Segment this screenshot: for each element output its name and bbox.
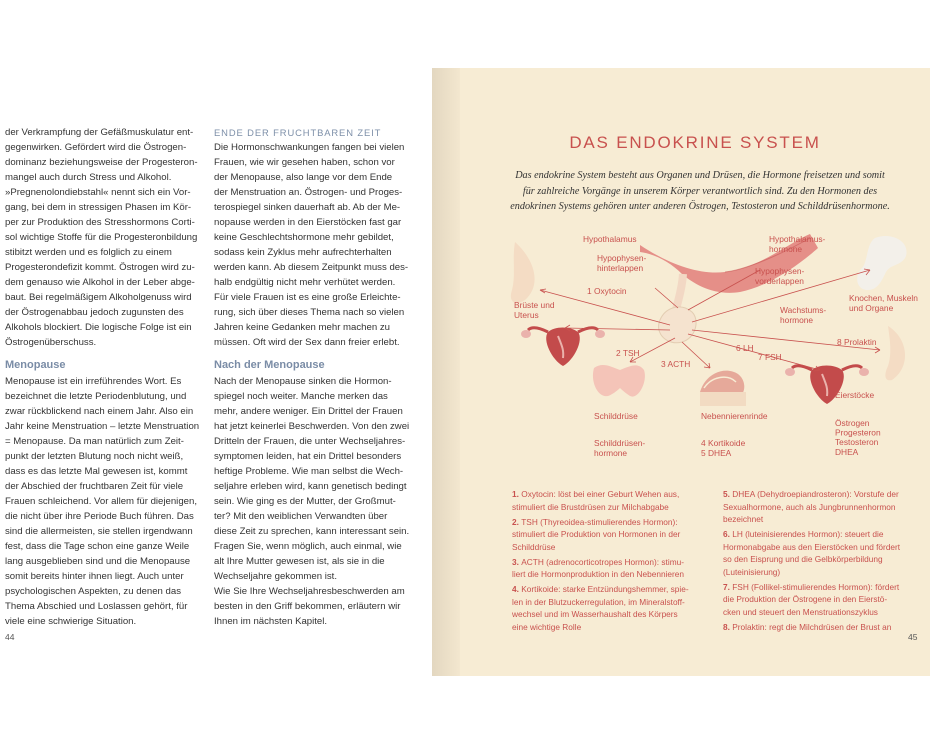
text-line: der Östrogenabbau jedoch zugunsten des (5, 307, 184, 318)
text-line: Frauen, wie wir gesehen haben, schon vor (214, 157, 395, 168)
legend-line: so den Eisprung und die Gelbkörperbildung (723, 554, 883, 564)
text-line: Das endokrine System besteht aus Organen und Drüsen, die Hormone freisetzen und somit (515, 170, 885, 181)
text-line: werden kann. Ab diesem Zeitpunkt muss des- (214, 262, 409, 273)
label-eierstock-hormone (835, 418, 881, 457)
text-line: = Menopause. Da man natürlich zum Zeit- (5, 436, 184, 447)
text-line: nopause werden in den Eierstöcken fast gar (214, 217, 402, 228)
legend-line: eine wichtige Rolle (512, 621, 582, 632)
col1-paragraph-2 (5, 374, 210, 629)
text-line: baut. Bei regelmäßigem Alkoholgenuss wird (5, 292, 192, 303)
label-prolaktin: 8 Prolaktin (837, 337, 877, 347)
label-line: Schilddrüsen- (594, 438, 646, 448)
heading-ende-der-fruchtbaren-zeit: ENDE DER FRUCHTBAREN ZEIT (214, 127, 382, 138)
label-eierstoecke: Eierstöcke (835, 390, 875, 400)
label-wachstumshormone (780, 305, 826, 325)
legend-line: wechsel und im Wasserhaushalt des Körpers (512, 609, 678, 619)
col2-paragraph-1 (214, 140, 419, 350)
label-oxytocin: 1 Oxytocin (587, 286, 627, 296)
legend-line: len in der Blutzuckerregulation, im Mineralstoff- (512, 596, 685, 607)
label-hypothalamus: Hypothalamus (583, 234, 637, 244)
text-line: sodass kein Zyklus mehr aufrechterhalten (214, 247, 392, 258)
legend-line: Oxytocin: löst bei einer Geburt Wehen aus, (521, 489, 680, 499)
text-line: Thema Abschied und Loslassen gehört, für (5, 601, 188, 612)
text-line: fest, dass die Tage schon eine ganze Weile (5, 541, 190, 552)
legend-line: stimuliert die Brustdrüsen zur Milchabgabe (512, 501, 669, 512)
text-line: keine Geschlechtshormone mehr gebildet, (214, 232, 394, 243)
text-line: Wie Sie Ihre Wechseljahresbeschwerden am (214, 586, 405, 597)
text-line: der Verkrampfung der Gefäßmuskulatur ent- (5, 127, 194, 138)
legend-line: liert die Hormonproduktion in den Nebennieren (512, 569, 685, 579)
left-column (5, 125, 210, 629)
label-nebennierenrinde: Nebennierenrinde (701, 411, 768, 421)
text-line: ter? Mit den weiblichen Verwandten über (214, 511, 388, 522)
heading-nach-der-menopause: Nach der Menopause (214, 359, 325, 371)
endocrine-diagram (470, 230, 920, 470)
text-line: heftige Probleme. Wie man selbst die Wech- (214, 466, 404, 477)
label-dhea: 5 DHEA (701, 448, 732, 458)
label-brueste-uterus (514, 300, 555, 320)
col1-paragraph-1 (5, 125, 210, 350)
label-tsh: 2 TSH (616, 348, 640, 358)
text-line: der Abschied der fruchtbaren Zeit für viele (5, 481, 184, 492)
legend-number: 2. (512, 516, 522, 527)
legend-line: stimuliert die Produktion von Hormonen in der (512, 529, 681, 539)
legend-right (723, 488, 923, 636)
legend-line: LH (luteinisierendes Hormon): steuert die (732, 529, 884, 539)
text-line: seljahre erleben wird, kann genetisch bedingt (214, 481, 407, 492)
legend-number: 1. (512, 489, 522, 499)
label-line: Knochen, Muskeln (849, 293, 918, 303)
label-schilddruese: Schilddrüse (594, 411, 638, 421)
text-line: psychologischen Aspekten, zu denen das (5, 586, 182, 597)
text-line: Progesterondefizit kommt. Östrogen wird zu- (5, 262, 195, 273)
text-line: mangel auch durch Stress und Alkohol. (5, 172, 172, 183)
page-title: DAS ENDOKRINE SYSTEM (569, 133, 821, 152)
label-hypothalamus-hormone (769, 234, 826, 254)
text-line: rung, sich über dieses Thema nach so vielen (214, 307, 405, 318)
thyroid-illustration (593, 365, 645, 397)
bone-illustration (857, 236, 906, 290)
label-kortikoide: 4 Kortikoide (701, 438, 746, 448)
text-line: dass es das letzte Mal gewesen ist, kommt (5, 466, 188, 477)
text-line: lang ausgeblieben sind und die Menopause (5, 556, 191, 567)
heading-menopause: Menopause (5, 359, 66, 371)
label-line: hormone (594, 448, 628, 458)
text-line: zwar rückblickend nach einem Jahr. Also ein (5, 406, 194, 417)
text-line: Alkohols blockiert. Die logische Folge ist ein (5, 322, 192, 333)
page-number-right: 45 (908, 632, 918, 642)
label-line: Hypothalamus- (769, 234, 826, 244)
text-line: alt Ihre Mutter gewesen ist, als sie in die (214, 556, 385, 567)
label-line: Östrogen (835, 418, 870, 428)
text-line: spiegel noch weiter. Manche merken das (214, 391, 388, 402)
label-line: Progesteron (835, 427, 881, 438)
text-line: Für viele Frauen ist es eine große Erleichte- (214, 292, 401, 303)
text-line: Die Hormonschwankungen fangen bei vielen (214, 142, 405, 153)
text-line: dominanz beziehungsweise der Progesteron- (5, 157, 198, 168)
text-line: endokrinen Systems gehören unter anderen Östrogen, Testosteron und Schilddrüsenhormone. (510, 201, 890, 212)
text-line: symptomen leiden, hat ein Drittel besonders (214, 451, 402, 462)
label-line: hormone (780, 315, 814, 325)
label-knochen-muskeln-organe (849, 293, 918, 313)
text-line: Dritteln der Frauen, die unter Wechseljahres- (214, 436, 406, 447)
legend-item (723, 488, 923, 526)
breast-illustration-right (885, 326, 905, 380)
text-line: für zahlreiche Vorgänge in unserem Körper verantwortlich sind. Zu den Hormonen des (522, 185, 878, 197)
label-line: Brüste und (514, 300, 555, 310)
legend-item (723, 581, 923, 619)
text-line: Menopause ist ein irreführendes Wort. Es (5, 376, 182, 387)
text-line: diese Zeit zu sprechen, kann interessant sein. (214, 526, 410, 537)
legend-left (512, 488, 717, 636)
book-spine-shadow (432, 68, 460, 676)
text-line: Nach der Menopause sinken die Hormon- (214, 376, 392, 387)
uterus-illustration-left (521, 328, 605, 367)
legend-number: 8. (723, 621, 733, 632)
label-fsh: 7 FSH (758, 352, 782, 362)
breast-illustration-left (511, 242, 535, 303)
label-hypophysen-hinterlappen (597, 253, 647, 273)
text-line: somit bereits hinter ihnen liegt. Auch unter (5, 571, 184, 582)
legend-item (512, 488, 717, 513)
text-line: Jahr keine Menstruation – letzte Menstruation (5, 421, 200, 432)
text-line: besten in den Griff bekommen, erläutern wir (214, 601, 401, 612)
text-line: der Menstruation an. Östrogen- und Proges- (214, 187, 403, 198)
label-schilddruesenhormone (594, 438, 645, 458)
legend-number: 3. (512, 556, 522, 567)
label-line: Hypophysen- (597, 253, 647, 263)
text-line: sein. Wie ging es der Mutter, der Großmut- (214, 496, 396, 507)
text-line: sind die allermeisten, sie stellen irgendwann (5, 526, 193, 537)
legend-line: TSH (Thyreoidea-stimulierendes Hormon): (521, 516, 678, 527)
pituitary-stalk (676, 274, 683, 310)
label-line: vorderlappen (755, 276, 804, 286)
text-line: müssen. Oft wird der Sex dann freier erlebt. (214, 337, 400, 348)
legend-line: die Produktion der Östrogene in den Eierstö- (723, 594, 888, 604)
legend-number: 7. (723, 581, 733, 592)
legend-item (512, 556, 717, 581)
legend-line: Kortikoide: starke Entzündungshemmer, spie- (521, 584, 689, 594)
text-line: punkt der letzten Blutung noch nicht weiß, (5, 451, 184, 462)
legend-item (723, 528, 923, 578)
legend-line: Hormonabgabe aus den Eierstöcken und fördert (723, 541, 901, 552)
text-line: der Menopause, also lange vor dem Ende (214, 172, 393, 183)
text-line: terospiegel sinken dauerhaft ab. Ab der Me- (214, 202, 401, 213)
text-line: Jahren keine Gedanken mehr machen zu (214, 322, 390, 333)
legend-line: ACTH (adrenocorticotropes Hormon): stimu- (521, 556, 684, 567)
text-line: Östrogenüberschuss. (5, 337, 97, 348)
label-line: Wachstums- (780, 305, 827, 315)
text-line: viele eine schwierige Situation. (5, 616, 137, 627)
col2-paragraph-2 (214, 374, 419, 629)
legend-line: DHEA (Dehydroepiandrosteron): Vorstufe der (732, 489, 899, 499)
adrenal-illustration (700, 371, 746, 406)
label-hypophysen-vorderlappen (755, 266, 805, 286)
legend-line: FSH (Follikel-stimulierendes Hormon): fördert (732, 581, 900, 592)
text-line: dem genauso wie Alkohol in der Leber abge- (5, 277, 195, 288)
legend-number: 4. (512, 584, 522, 594)
legend-number: 6. (723, 529, 733, 539)
text-line: Frauen schleichend. Vor allem für diejenigen, (5, 496, 197, 507)
text-line: per zur Produktion des Stresshormons Corti- (5, 217, 195, 228)
text-line: bezeichnet die letzte Periodenblutung, und (5, 391, 187, 402)
text-line: Fragen Sie, wenn möglich, auch einmal, wie (214, 541, 402, 552)
legend-number: 5. (723, 489, 733, 499)
text-line: Wechseljahre gekommen ist. (214, 571, 337, 582)
legend-line: Sexualhormone, auch als Jungbrunnenhormon (723, 501, 896, 512)
legend-item (723, 621, 923, 634)
text-line: die nicht über ihre Periode Buch führen. Das (5, 511, 194, 522)
label-lh: 6 LH (736, 343, 754, 353)
text-line: halb endgültig nicht mehr verhütet werden. (214, 277, 396, 288)
legend-line: cken und steuert den Menstruationszyklus (723, 606, 878, 617)
legend-line: Schilddrüse (512, 541, 556, 552)
legend-line: bezeichnet (723, 514, 764, 524)
legend-line: (Luteinisierung) (723, 566, 781, 577)
text-line: gang, bei dem in stressigen Phasen im Kör- (5, 202, 192, 213)
label-line: hinterlappen (597, 263, 644, 273)
text-line: Ihnen im nächsten Kapitel. (214, 616, 328, 627)
legend-item (512, 516, 717, 554)
right-column (214, 125, 419, 629)
label-line: hormone (769, 244, 803, 254)
text-line: »Pregnenolondiebstahl« nennt sich ein Vor- (5, 187, 191, 198)
text-line: hat jetzt keinerlei Beschwerden. Von den zwei (214, 421, 410, 432)
text-line: mehr, andere weniger. Ein Drittel der Frauen (214, 406, 403, 417)
text-line: stibitzt werden und es folglich zu einem (5, 247, 172, 258)
label-line: Testosteron (835, 437, 879, 448)
label-line: und Organe (849, 303, 894, 313)
label-line: DHEA (835, 446, 859, 457)
text-line: gegenwirken. Gefördert wird die Östrogen- (5, 142, 187, 153)
legend-line: Prolaktin: regt die Milchdrüsen der Brust an (732, 621, 892, 632)
intro-text (500, 168, 900, 215)
pituitary-gland-illustration (659, 307, 697, 343)
legend-item (512, 583, 717, 633)
label-acth: 3 ACTH (661, 359, 691, 369)
label-line: Hypophysen- (755, 266, 805, 276)
label-line: Uterus (514, 310, 539, 320)
page-number-left: 44 (5, 632, 15, 642)
text-line: sol wichtige Stoffe für die Progesteronbildung (5, 232, 198, 243)
